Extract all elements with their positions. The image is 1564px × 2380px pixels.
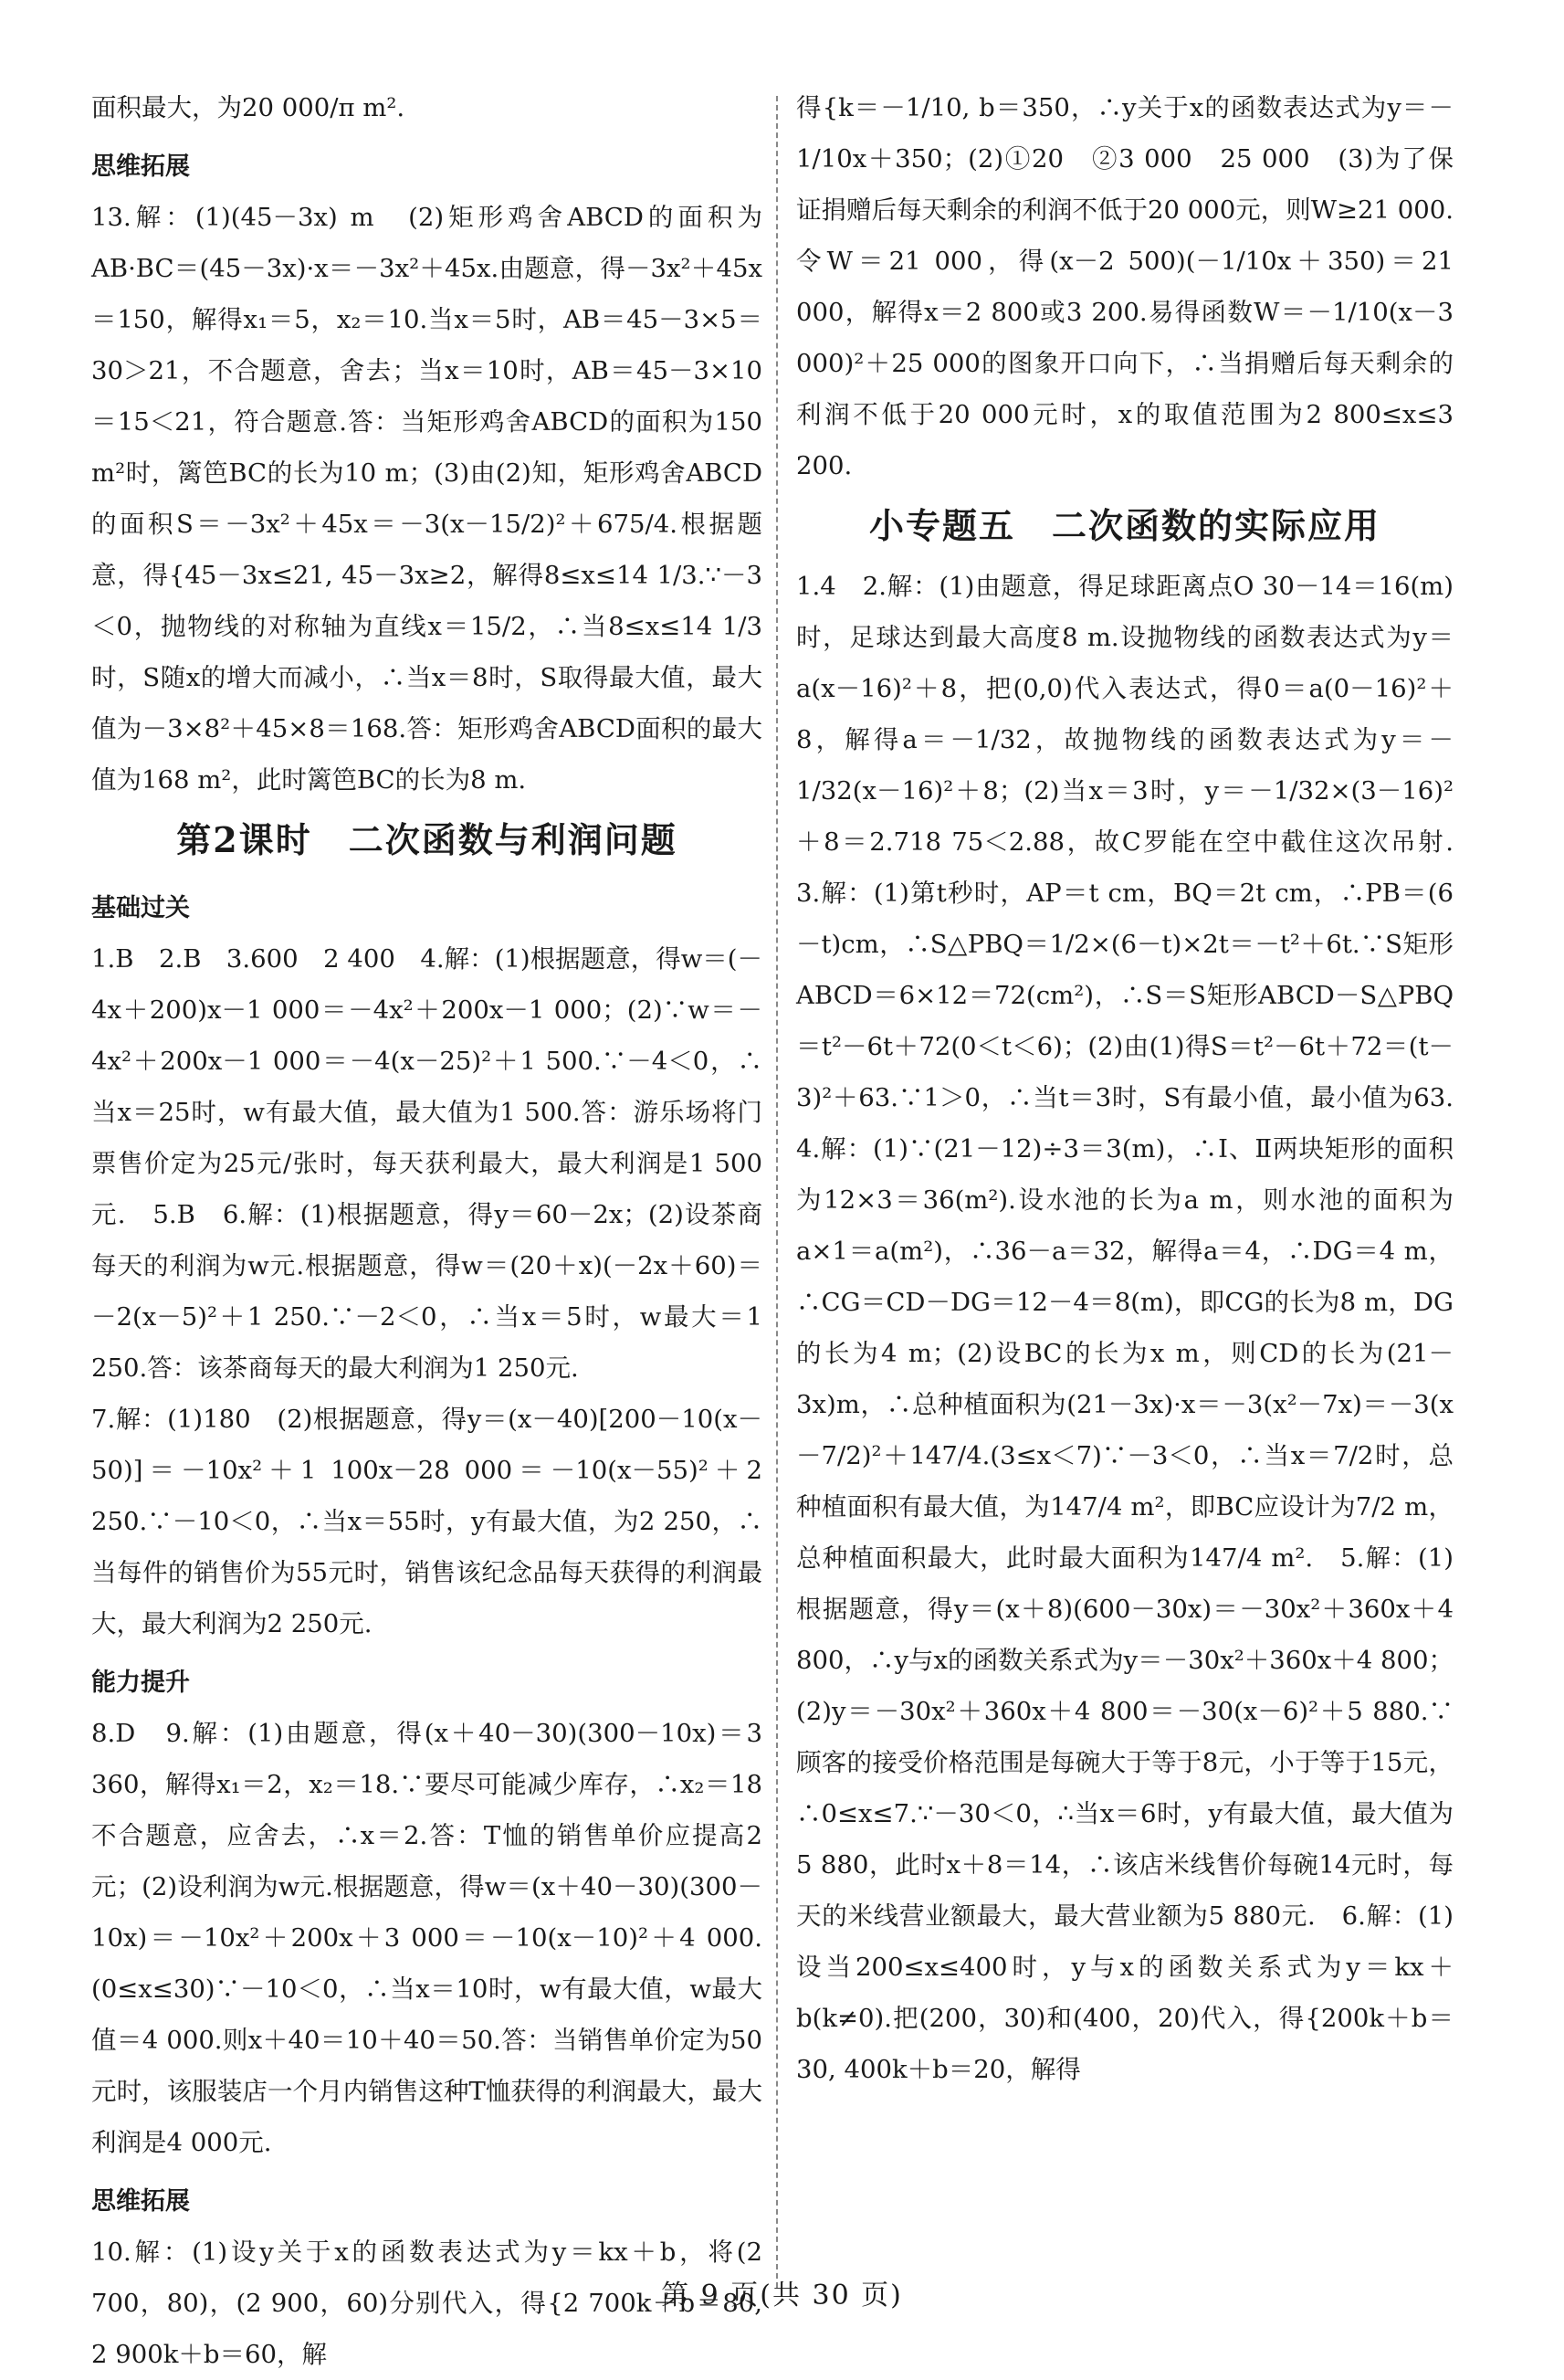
section-heading-thinking-1: 思维拓展 [91,153,190,181]
section-heading-thinking-2: 思维拓展 [91,2187,190,2216]
column-divider [776,96,778,2288]
paragraph-q13: 13.解：(1)(45－3x) m (2)矩形鸡舍ABCD的面积为AB·BC＝(45－3x)·x＝－3x²＋45x.由题意，得－3x²＋45x＝150，解得x₁＝5，x₂＝10.当x＝5时，AB＝45－3×5＝30＞21，不合题意，舍去；当x＝10时，AB＝45－3×10＝15＜21，符合题意.答：当矩形鸡舍ABCD的面积为150 m²时，篱笆BC的长为10 m；(3)由(2)知，矩形鸡舍ABCD的面积S＝－3x²＋45x＝－3(x－15/2)²＋675/4.根据题意，得{45－3x≤21, 45－3x≥2，解得8≤x≤14 1/3.∵－3＜0，抛物线的对称轴为直线x＝15/2，∴当8≤x≤14 1/3时，S随x的增大而减小，∴当x＝8时，S取得最大值，最大值为－3×8²＋45×8＝168.答：矩形鸡舍ABCD面积的最大值为168 m²，此时篱笆BC的长为8 m. [91,203,762,795]
section-heading-basic: 基础过关 [91,894,190,922]
page-number-footer: 第 9 页(共 30 页) [661,2280,903,2312]
lesson-heading: 第2课时 二次函数与利润问题 [176,819,677,860]
paragraph-q1-6: 1.B 2.B 3.600 2 400 4.解：(1)根据题意，得w＝(－4x＋200)x－1 000＝－4x²＋200x－1 000；(2)∵w＝－4x²＋200x－1 000＝－4(x－25)²＋1 500.∵－4＜0，∴当x＝25时，w有最大值，最大值为1 500.答：游乐场将门票售价定为25元/张时，每天获利最大，最大利润是1 500元. 5.B 6.解：(1)根据题意，得y＝60－2x；(2)设茶商每天的利润为w元.根据题意，得w＝(20＋x)(－2x＋60)＝－2(x－5)²＋1 250.∵－2＜0，∴当x＝5时，w最大＝1 250.答：该茶商每天的最大利润为1 250元. [91,944,762,1383]
topic-heading: 小专题五 二次函数的实际应用 [868,505,1380,546]
section-heading-ability: 能力提升 [91,1669,190,1697]
paragraph-q8-9: 8.D 9.解：(1)由题意，得(x＋40－30)(300－10x)＝3 360，解得x₁＝2，x₂＝18.∵要尽可能减少库存，∴x₂＝18不合题意，应舍去，∴x＝2.答：T恤的销售单价应提高2元；(2)设利润为w元.根据题意，得w＝(x＋40－30)(300－10x)＝－10x²＋200x＋3 000＝－10(x－10)²＋4 000.(0≤x≤30)∵－10＜0，∴当x＝10时，w有最大值，w最大值＝4 000.则x＋40＝10＋40＝50.答：当销售单价定为50元时，该服装店一个月内销售这种T恤获得的利润最大，最大利润是4 000元. [91,1719,762,2157]
paragraph-area-result: 面积最大，为20 000/π m². [91,93,405,122]
left-column [91,82,762,2380]
paragraph-q7: 7.解：(1)180 (2)根据题意，得y＝(x－40)[200－10(x－50)]＝－10x²＋1 100x－28 000＝－10(x－55)²＋2 250.∵－10＜0，∴当x＝55时，y有最大值，为2 250，∴当每件的销售价为55元时，销售该纪念品每天获得的利润最大，最大利润为2 250元. [91,1405,762,1638]
right-column [796,82,1479,2095]
paragraph-q10-continued: 得{k＝－1/10, b＝350，∴y关于x的函数表达式为y＝－1/10x＋350；(2)①20 ②3 000 25 000 (3)为了保证捐赠后每天剩余的利润不低于20 000元，则W≥21 000.令W＝21 000，得(x－2 500)(－1/10x＋350)＝21 000，解得x＝2 800或3 200.易得函数W＝－1/10(x－3 000)²＋25 000的图象开口向下，∴当捐赠后每天剩余的利润不低于20 000元时，x的取值范围为2 800≤x≤3 200. [796,93,1454,480]
paragraph-topic5-answers: 1.4 2.解：(1)由题意，得足球距离点O 30－14＝16(m)时，足球达到最大高度8 m.设抛物线的函数表达式为y＝a(x－16)²＋8，把(0,0)代入表达式，得0＝a(0－16)²＋8，解得a＝－1/32，故抛物线的函数表达式为y＝－1/32(x－16)²＋8；(2)当x＝3时，y＝－1/32×(3－16)²＋8＝2.718 75＜2.88，故C罗能在空中截住这次吊射. 3.解：(1)第t秒时，AP＝t cm，BQ＝2t cm，∴PB＝(6－t)cm，∴S△PBQ＝1/2×(6－t)×2t＝－t²＋6t.∵S矩形ABCD＝6×12＝72(cm²)，∴S＝S矩形ABCD－S△PBQ＝t²－6t＋72(0＜t＜6)；(2)由(1)得S＝t²－6t＋72＝(t－3)²＋63.∵1＞0，∴当t＝3时，S有最小值，最小值为63. 4.解：(1)∵(21－12)÷3＝3(m)，∴Ⅰ、Ⅱ两块矩形的面积为12×3＝36(m²).设水池的长为a m，则水池的面积为a×1＝a(m²)，∴36－a＝32，解得a＝4，∴DG＝4 m，∴CG＝CD－DG＝12－4＝8(m)，即CG的长为8 m，DG的长为4 m；(2)设BC的长为x m，则CD的长为(21－3x)m，∴总种植面积为(21－3x)·x＝－3(x²－7x)＝－3(x－7/2)²＋147/4.(3≤x＜7)∵－3＜0，∴当x＝7/2时，总种植面积有最大值，为147/4 m²，即BC应设计为7/2 m，总种植面积最大，此时最大面积为147/4 m². 5.解：(1)根据题意，得y＝(x＋8)(600－30x)＝－30x²＋360x＋4 800，∴y与x的函数关系式为y＝－30x²＋360x＋4 800；(2)y＝－30x²＋360x＋4 800＝－30(x－6)²＋5 880.∵顾客的接受价格范围是每碗大于等于8元，小于等于15元，∴0≤x≤7.∵－30＜0，∴当x＝6时，y有最大值，最大值为5 880，此时x＋8＝14，∴该店米线售价每碗14元时，每天的米线营业额最大，最大营业额为5 880元. 6.解：(1)设当200≤x≤400时，y与x的函数关系式为y＝kx＋b(k≠0).把(200，30)和(400，20)代入，得{200k＋b＝30, 400k＋b＝20，解得 [796,572,1479,2084]
paragraph-q10: 10.解：(1)设y关于x的函数表达式为y＝kx＋b，将(2 700，80)，(2 900，60)分别代入，得{2 700k＋b＝80, 2 900k＋b＝60，解 [91,2238,762,2369]
